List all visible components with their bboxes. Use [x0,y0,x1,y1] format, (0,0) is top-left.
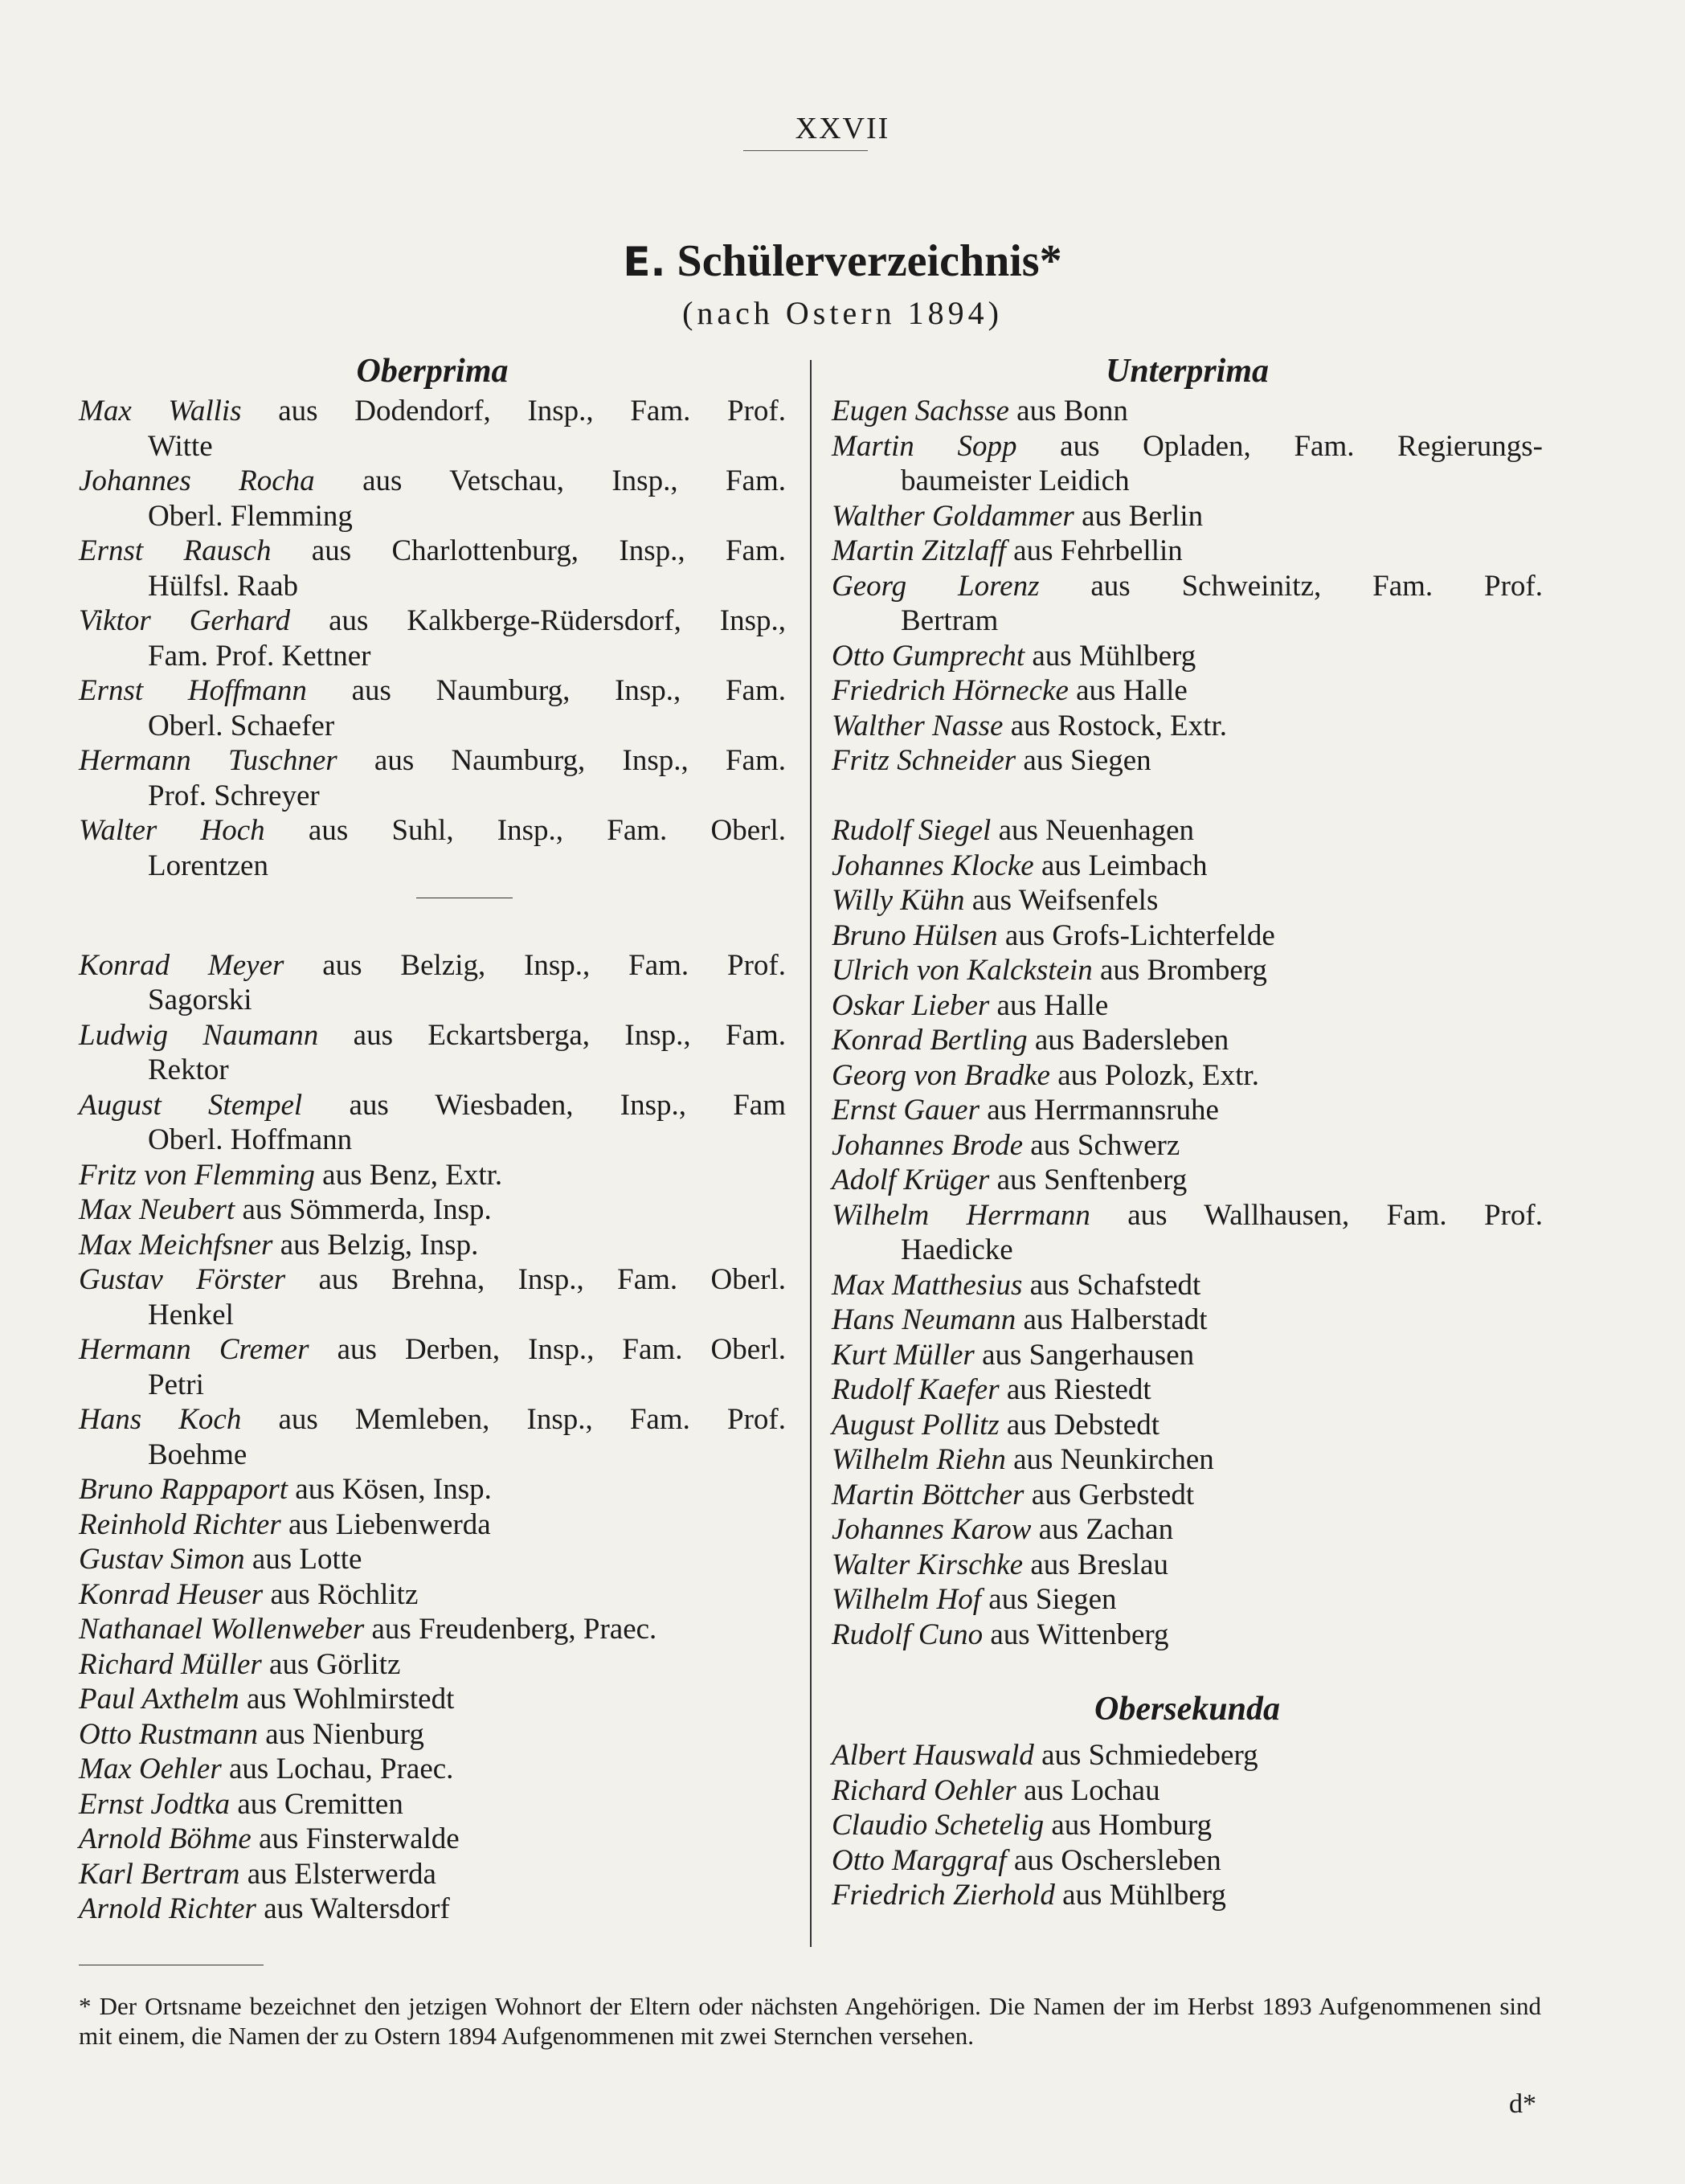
student-details: aus Lochau, Praec. [229,1753,454,1785]
student-entry [79,394,786,429]
student-name: Konrad Heuser [79,1577,264,1611]
student-entry [79,1857,786,1892]
student-entry [79,813,786,849]
student-details: aus Nienburg [265,1717,424,1751]
student-entry [832,918,1543,954]
student-details: aus Sangerhausen [982,1338,1195,1372]
spacer [832,1732,1543,1738]
student-name: Rudolf Cuno [832,1618,984,1651]
student-entry [79,1647,786,1683]
page-title [0,233,1685,290]
student-details: aus Lotte [252,1543,362,1576]
student-name: Eugen Sachsse [832,395,1009,427]
student-name: Max Meichfsner [79,1228,273,1262]
student-name: Konrad Meyer [79,948,284,982]
student-details: aus Charlottenburg, Insp., Fam. [311,534,786,567]
student-entry [832,1163,1543,1198]
spacer [79,913,786,948]
student-entry [832,953,1543,988]
student-entry [832,883,1543,918]
student-name: August Pollitz [832,1408,1000,1442]
student-details: aus Naumburg, Insp., Fam. [374,744,786,777]
student-name: Walther Nasse [832,709,1004,742]
student-details: aus Polozk, Extr. [1057,1058,1259,1092]
student-details-continued: Oberl. Flemming [148,499,353,533]
student-name: Max Matthesius [832,1268,1023,1302]
student-details: aus Opladen, Fam. Regierungs- [1060,429,1543,463]
student-name: Adolf Krüger [832,1164,990,1196]
column-divider [810,360,812,1947]
footnote: * Der Ortsname bezeichnet den jetzigen Wohnort der Eltern oder nächsten Angehörigen. Die Namen der im Herbst 1893 Aufgenommenen sind mit einem, die Namen der zu Ostern 1894 Aufgenommenen mit zwei Sternchen versehen. [79,1992,1541,2050]
student-details: aus Kalkberge-Rüdersdorf, Insp., [329,604,787,637]
student-details-continued: Hülfsl. Raab [148,569,299,603]
student-details-continued: Bertram [901,604,999,637]
student-details: aus Weifsenfels [971,884,1159,917]
student-name: Walter Kirschke [832,1548,1024,1581]
student-name: Gustav Förster [79,1263,286,1296]
student-details: aus Dodendorf, Insp., Fam. Prof. [278,395,786,427]
student-name: Wilhelm Hof [832,1583,982,1616]
student-entry [832,1878,1543,1913]
student-entry [832,1843,1543,1879]
spacer [832,1652,1543,1687]
student-details-continued: Haedicke [901,1233,1013,1266]
student-name: Richard Müller [79,1647,262,1681]
student-details: aus Wohlmirstedt [246,1683,455,1716]
student-name: Rudolf Kaefer [832,1373,1000,1406]
student-details: aus Herrmannsruhe [987,1094,1219,1127]
student-name: Wilhelm Herrmann [832,1198,1090,1232]
student-name: Oskar Lieber [832,988,990,1022]
student-details: aus Sömmerda, Insp. [242,1193,492,1226]
student-entry [832,673,1543,709]
student-details: aus Oschersleben [1013,1843,1221,1877]
student-name: Rudolf Siegel [832,814,992,847]
student-entry [832,988,1543,1024]
student-entry [832,499,1543,534]
student-details: aus Wiesbaden, Insp., Fam [349,1088,787,1122]
student-entry [832,429,1543,464]
student-name: Johannes Karow [832,1513,1032,1546]
student-name: Otto Rustmann [79,1717,259,1751]
student-details: aus Schmiedeberg [1041,1739,1258,1772]
student-details: aus Riestedt [1006,1373,1151,1406]
student-entry [79,1542,786,1577]
student-details: aus Schafstedt [1029,1268,1201,1302]
student-name: Karl Bertram [79,1857,240,1891]
student-details: aus Schweinitz, Fam. Prof. [1090,569,1544,603]
student-details: aus Neuenhagen [998,814,1195,847]
student-name: Bruno Hülsen [832,918,998,952]
student-details: aus Halberstadt [1023,1303,1208,1336]
student-details-continued: Petri [148,1368,204,1401]
student-entry [832,1268,1543,1303]
student-details: aus Kösen, Insp. [295,1473,492,1506]
student-entry [79,464,786,499]
student-details: aus Homburg [1051,1809,1213,1842]
student-details: aus Belzig, Insp. [280,1228,479,1262]
student-entry [832,1372,1543,1408]
unterprima-list-1 [832,394,1543,779]
student-details: aus Mühlberg [1032,639,1196,673]
student-entry [79,1682,786,1717]
student-entry [79,673,786,709]
right-column [832,349,1543,1913]
student-name: Reinhold Richter [79,1507,281,1541]
student-details-continued: Sagorski [148,984,252,1016]
student-details: aus Breslau [1030,1548,1168,1581]
section-heading-unterprima: Unterprima [1105,353,1270,390]
student-name: Martin Böttcher [832,1478,1024,1511]
student-details-continued: Rektor [148,1053,229,1086]
student-entry [832,1058,1543,1094]
student-entry [79,1472,786,1507]
student-details: aus Bromberg [1099,954,1267,987]
student-details: aus Belzig, Insp., Fam. Prof. [322,948,786,982]
student-entry [832,813,1543,849]
student-entry [79,534,786,569]
student-details: aus Vetschau, Insp., Fam. [362,464,786,497]
section-heading-oberprima: Oberprima [356,353,509,390]
student-name: Hermann Cremer [79,1333,309,1366]
student-name: Claudio Schetelig [832,1809,1045,1842]
page-number-rule [743,150,868,151]
student-details: aus Finsterwalde [259,1822,460,1855]
student-entry [79,1577,786,1613]
student-name: Hermann Tuschner [79,744,337,777]
student-entry [79,1507,786,1543]
student-entry [79,1787,786,1822]
student-details: aus Bonn [1016,395,1128,427]
student-details-continued: Boehme [148,1438,247,1471]
student-entry [832,1442,1543,1478]
student-details: aus Schwerz [1030,1128,1180,1162]
student-entry [832,743,1543,779]
student-name: Hans Koch [79,1403,242,1436]
student-details: aus Suhl, Insp., Fam. Oberl. [308,814,787,847]
student-details: aus Leimbach [1041,849,1208,882]
student-entry [832,1478,1543,1513]
student-name: Walter Hoch [79,814,265,847]
student-name: Johannes Brode [832,1128,1024,1162]
student-details-continued: Fam. Prof. Kettner [148,639,371,673]
student-entry [832,849,1543,884]
student-name: Konrad Bertling [832,1024,1028,1057]
student-entry [832,1093,1543,1128]
student-details: aus Elsterwerda [247,1857,436,1891]
student-entry [79,1892,786,1927]
student-details-continued: Lorentzen [148,849,268,882]
student-details: aus Wittenberg [990,1618,1169,1651]
student-name: Friedrich Zierhold [832,1879,1055,1912]
student-entry [832,569,1543,604]
student-details-continued: Oberl. Schaefer [148,709,335,742]
student-details: aus Halle [996,988,1109,1022]
student-entry [832,1773,1543,1809]
student-name: Richard Oehler [832,1773,1016,1807]
student-details: aus Halle [1076,674,1188,707]
student-entry [832,709,1543,744]
student-entry [79,1332,786,1368]
page-number: XXVII [795,112,890,145]
student-details: aus Zachan [1038,1513,1174,1546]
student-details: aus Neunkirchen [1013,1443,1214,1476]
student-entry [79,1822,786,1857]
student-details-continued: Witte [148,429,213,463]
student-entry [832,534,1543,569]
student-details: aus Siegen [988,1583,1117,1616]
student-name: Hans Neumann [832,1303,1016,1336]
student-details: aus Mühlberg [1062,1879,1226,1912]
student-details: aus Liebenwerda [288,1507,491,1541]
student-details: aus Görlitz [269,1647,401,1681]
student-name: Gustav Simon [79,1543,245,1576]
student-name: Max Neubert [79,1193,235,1226]
student-name: Max Wallis [79,395,242,427]
student-details: aus Fehrbellin [1013,534,1183,567]
page-subtitle: (nach Ostern 1894) [682,295,1003,331]
student-name: Ernst Gauer [832,1094,980,1127]
title-letter: E. [623,239,666,285]
student-details: aus Derben, Insp., Fam. Oberl. [337,1333,787,1366]
student-name: Martin Zitzlaff [832,534,1006,567]
title-text: Schülerverzeichnis* [677,236,1062,286]
section-heading-obersekunda: Obersekunda [1094,1691,1281,1728]
student-entry [832,1338,1543,1373]
student-name: Ulrich von Kalckstein [832,954,1093,987]
student-details: aus Grofs-Lichterfelde [1004,918,1275,952]
student-name: Georg Lorenz [832,569,1040,603]
student-entry [79,1402,786,1438]
student-details-continued: Henkel [148,1298,234,1331]
student-details: aus Eckartsberga, Insp., Fam. [353,1018,786,1052]
student-entry [79,1088,786,1123]
student-details: aus Röchlitz [270,1577,419,1611]
student-name: Ludwig Naumann [79,1018,319,1052]
student-entry [832,1738,1543,1773]
spacer [832,779,1543,814]
student-name: Max Oehler [79,1753,222,1785]
student-entry [79,1717,786,1753]
student-entry [79,1612,786,1647]
student-name: Wilhelm Riehn [832,1443,1006,1476]
student-details: aus Cremitten [237,1787,403,1821]
student-name: Walther Goldammer [832,499,1074,533]
student-entry [832,1582,1543,1618]
student-name: Martin Sopp [832,429,1017,463]
student-entry [832,639,1543,674]
student-details: aus Naumburg, Insp., Fam. [351,674,787,707]
student-entry [832,1808,1543,1843]
student-name: August Stempel [79,1088,303,1122]
student-entry [832,1408,1543,1443]
student-name: Bruno Rappaport [79,1473,288,1506]
student-entry [832,394,1543,429]
unterprima-list-2 [832,813,1543,1652]
student-name: Arnold Böhme [79,1822,252,1855]
signature-mark: d* [1509,2089,1536,2119]
student-entry [832,1512,1543,1548]
student-details: aus Rostock, Extr. [1010,709,1227,742]
student-entry [79,1158,786,1193]
student-details: aus Senftenberg [996,1164,1188,1196]
student-details: aus Benz, Extr. [322,1158,503,1192]
student-entry [832,1198,1543,1233]
student-name: Albert Hauswald [832,1739,1034,1772]
oberprima-list-2 [79,948,786,1927]
student-name: Willy Kühn [832,884,965,917]
student-details: aus Lochau [1024,1773,1160,1807]
obersekunda-list [832,1738,1543,1913]
student-entry [832,1128,1543,1164]
student-entry [79,1018,786,1053]
student-name: Otto Gumprecht [832,639,1025,673]
student-details: aus Gerbstedt [1031,1478,1195,1511]
student-entry [79,1752,786,1787]
student-entry [79,1228,786,1263]
student-details-continued: Oberl. Hoffmann [148,1123,353,1156]
student-details: aus Berlin [1082,499,1204,533]
student-name: Johannes Rocha [79,464,315,497]
student-entry [79,948,786,984]
student-details-continued: baumeister Leidich [901,464,1130,497]
student-name: Paul Axthelm [79,1683,239,1716]
student-name: Friedrich Hörnecke [832,674,1069,707]
student-name: Johannes Klocke [832,849,1034,882]
student-name: Ernst Hoffmann [79,674,307,707]
student-details: aus Brehna, Insp., Fam. Oberl. [318,1263,786,1296]
student-name: Fritz Schneider [832,744,1016,777]
student-details: aus Memleben, Insp., Fam. Prof. [278,1403,786,1436]
student-name: Arnold Richter [79,1892,256,1925]
student-name: Fritz von Flemming [79,1158,315,1192]
student-details: aus Debstedt [1006,1408,1160,1442]
left-column [79,349,786,1927]
student-entry [79,603,786,639]
student-name: Ernst Jodtka [79,1787,231,1821]
student-entry [832,1023,1543,1058]
student-entry [79,743,786,779]
student-details: aus Badersleben [1034,1024,1229,1057]
student-name: Ernst Rausch [79,534,272,567]
student-entry [79,1262,786,1298]
student-details: aus Waltersdorf [264,1892,450,1925]
student-details: aus Freudenberg, Praec. [371,1613,657,1646]
student-entry [832,1548,1543,1583]
student-entry [832,1618,1543,1653]
student-name: Georg von Bradke [832,1058,1050,1092]
student-name: Nathanael Wollenweber [79,1613,365,1646]
student-entry [832,1303,1543,1338]
student-entry [79,1192,786,1228]
student-name: Kurt Müller [832,1338,975,1372]
student-details: aus Siegen [1023,744,1151,777]
student-name: Viktor Gerhard [79,604,291,637]
oberprima-list-1 [79,394,786,883]
student-details: aus Wallhausen, Fam. Prof. [1127,1198,1544,1232]
student-details-continued: Prof. Schreyer [148,779,320,812]
student-name: Otto Marggraf [832,1843,1007,1877]
